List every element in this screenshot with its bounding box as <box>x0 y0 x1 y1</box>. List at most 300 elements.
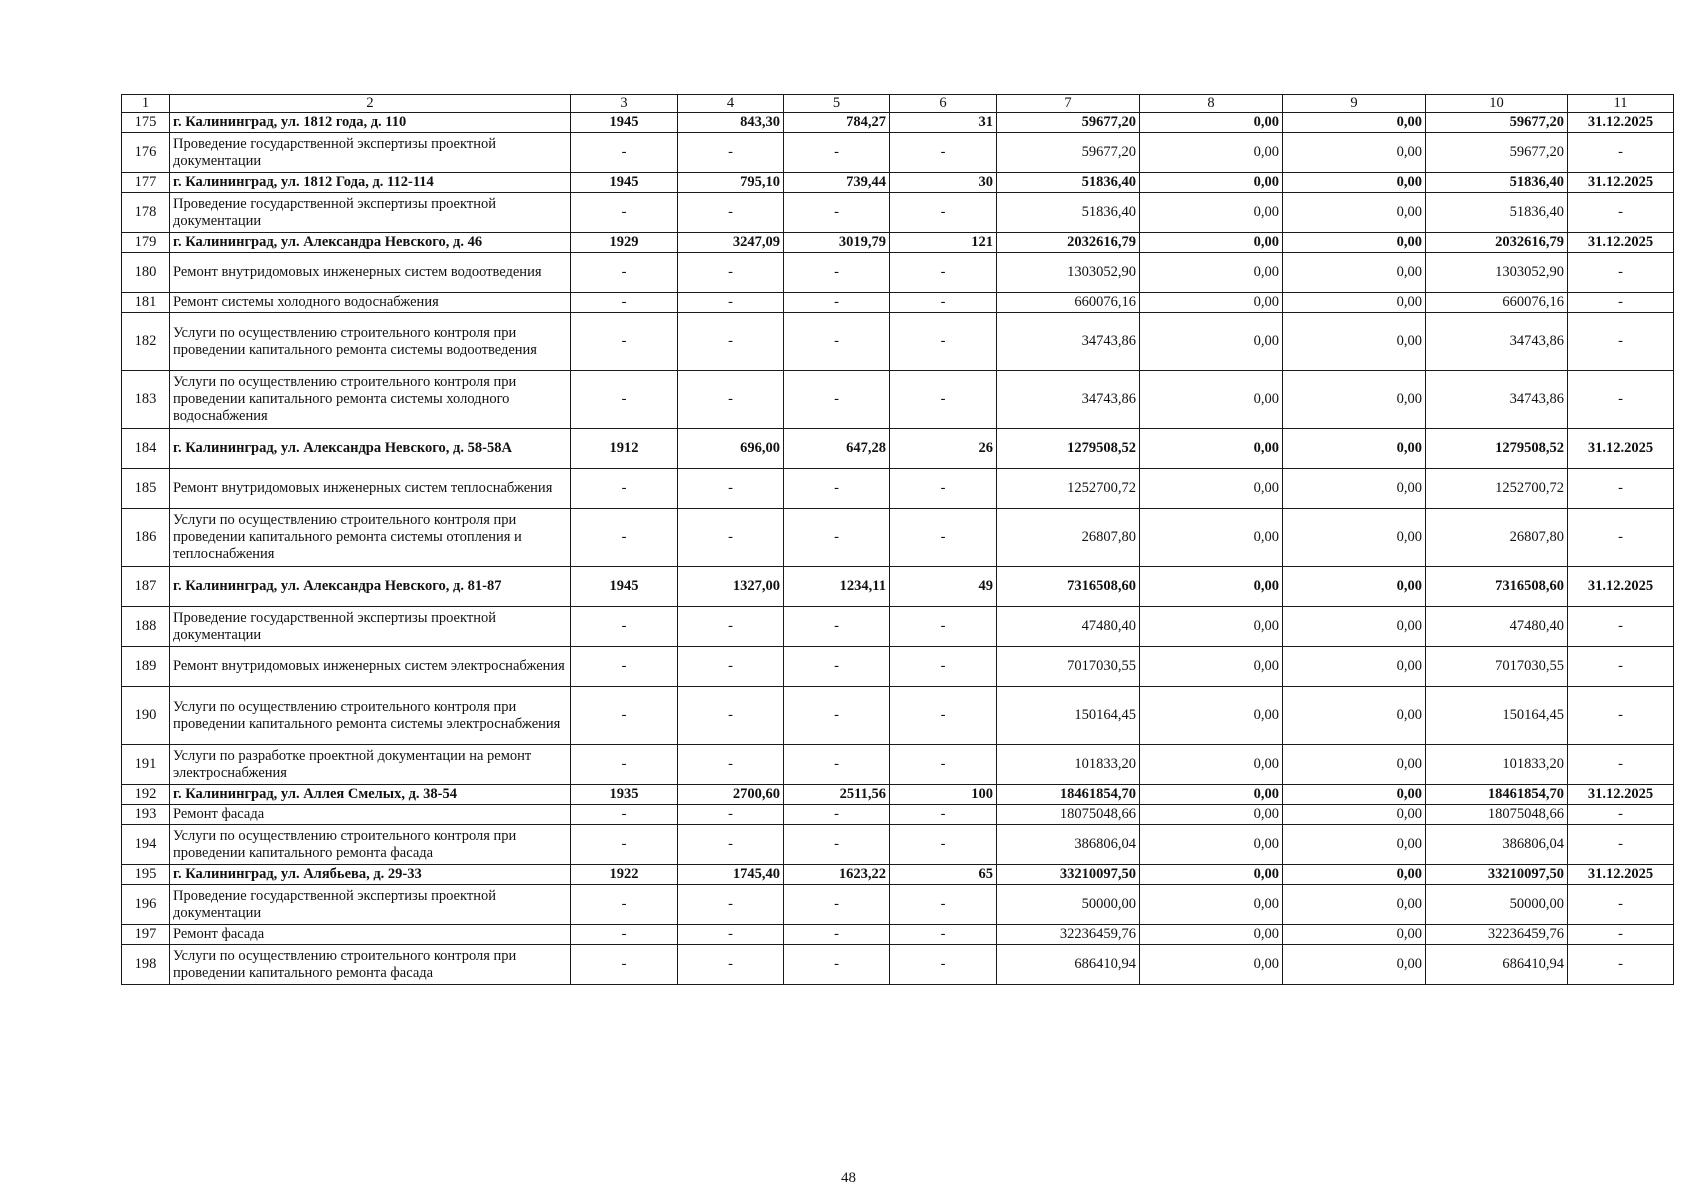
col10-cell: 59677,20 <box>1426 113 1568 133</box>
row-number-cell: 178 <box>122 193 170 233</box>
col11-cell: - <box>1568 885 1674 925</box>
col6-cell: - <box>890 193 997 233</box>
column-number: 2 <box>170 95 571 113</box>
col6-cell: - <box>890 509 997 567</box>
col9-cell: 0,00 <box>1283 567 1426 607</box>
col9-cell: 0,00 <box>1283 687 1426 745</box>
object-name-cell: Ремонт внутридомовых инженерных систем водоотведения <box>170 253 571 293</box>
col5-cell: 739,44 <box>784 173 890 193</box>
work-row <box>122 313 1674 371</box>
column-number: 5 <box>784 95 890 113</box>
col9-cell: 0,00 <box>1283 805 1426 825</box>
work-row <box>122 687 1674 745</box>
col9-cell: 0,00 <box>1283 509 1426 567</box>
col4-cell: - <box>678 687 784 745</box>
col8-cell: 0,00 <box>1140 825 1283 865</box>
col5-cell: - <box>784 293 890 313</box>
col8-cell: 0,00 <box>1140 945 1283 985</box>
col4-cell: 1327,00 <box>678 567 784 607</box>
col7-cell: 34743,86 <box>997 371 1140 429</box>
col11-cell: - <box>1568 193 1674 233</box>
work-row <box>122 825 1674 865</box>
col10-cell: 33210097,50 <box>1426 865 1568 885</box>
col11-cell: - <box>1568 925 1674 945</box>
col11-cell: 31.12.2025 <box>1568 173 1674 193</box>
col7-cell: 51836,40 <box>997 173 1140 193</box>
col6-cell: 31 <box>890 113 997 133</box>
work-row <box>122 509 1674 567</box>
row-number-cell: 189 <box>122 647 170 687</box>
row-number-cell: 191 <box>122 745 170 785</box>
col6-cell: - <box>890 371 997 429</box>
col5-cell: 1623,22 <box>784 865 890 885</box>
work-row <box>122 371 1674 429</box>
col7-cell: 51836,40 <box>997 193 1140 233</box>
col6-cell: - <box>890 133 997 173</box>
col7-cell: 50000,00 <box>997 885 1140 925</box>
row-number-cell: 194 <box>122 825 170 865</box>
object-name-cell: Проведение государственной экспертизы проектной документации <box>170 607 571 647</box>
col4-cell: - <box>678 313 784 371</box>
col5-cell: 2511,56 <box>784 785 890 805</box>
col5-cell: - <box>784 687 890 745</box>
col8-cell: 0,00 <box>1140 293 1283 313</box>
col11-cell: 31.12.2025 <box>1568 865 1674 885</box>
col5-cell: 647,28 <box>784 429 890 469</box>
row-number-cell: 184 <box>122 429 170 469</box>
col10-cell: 50000,00 <box>1426 885 1568 925</box>
object-name-cell: г. Калининград, ул. Александра Невского, д. 81-87 <box>170 567 571 607</box>
row-number-cell: 175 <box>122 113 170 133</box>
col10-cell: 34743,86 <box>1426 313 1568 371</box>
col7-cell: 26807,80 <box>997 509 1140 567</box>
column-number: 8 <box>1140 95 1283 113</box>
col3-cell: 1945 <box>571 567 678 607</box>
col9-cell: 0,00 <box>1283 429 1426 469</box>
col3-cell: 1929 <box>571 233 678 253</box>
col9-cell: 0,00 <box>1283 293 1426 313</box>
col5-cell: - <box>784 253 890 293</box>
object-name-cell: Услуги по разработке проектной документации на ремонт электроснабжения <box>170 745 571 785</box>
col5-cell: - <box>784 313 890 371</box>
col10-cell: 1252700,72 <box>1426 469 1568 509</box>
col4-cell: 843,30 <box>678 113 784 133</box>
col6-cell: 65 <box>890 865 997 885</box>
column-number: 4 <box>678 95 784 113</box>
col3-cell: - <box>571 371 678 429</box>
col4-cell: - <box>678 885 784 925</box>
address-row <box>122 233 1674 253</box>
col11-cell: 31.12.2025 <box>1568 429 1674 469</box>
object-name-cell: Проведение государственной экспертизы проектной документации <box>170 133 571 173</box>
col11-cell: - <box>1568 133 1674 173</box>
object-name-cell: Ремонт фасада <box>170 805 571 825</box>
col7-cell: 150164,45 <box>997 687 1140 745</box>
col8-cell: 0,00 <box>1140 865 1283 885</box>
col10-cell: 47480,40 <box>1426 607 1568 647</box>
col8-cell: 0,00 <box>1140 647 1283 687</box>
col9-cell: 0,00 <box>1283 233 1426 253</box>
col6-cell: - <box>890 293 997 313</box>
object-name-cell: г. Калининград, ул. 1812 года, д. 110 <box>170 113 571 133</box>
col3-cell: - <box>571 745 678 785</box>
work-row <box>122 647 1674 687</box>
col6-cell: - <box>890 925 997 945</box>
col4-cell: - <box>678 825 784 865</box>
col8-cell: 0,00 <box>1140 687 1283 745</box>
col10-cell: 51836,40 <box>1426 173 1568 193</box>
row-number-cell: 188 <box>122 607 170 647</box>
capital-repair-table <box>121 94 1674 985</box>
document-page <box>121 94 1663 985</box>
col3-cell: - <box>571 469 678 509</box>
row-number-cell: 196 <box>122 885 170 925</box>
col3-cell: 1912 <box>571 429 678 469</box>
col5-cell: - <box>784 825 890 865</box>
col5-cell: - <box>784 607 890 647</box>
col11-cell: - <box>1568 371 1674 429</box>
col8-cell: 0,00 <box>1140 371 1283 429</box>
col6-cell: 26 <box>890 429 997 469</box>
col7-cell: 18461854,70 <box>997 785 1140 805</box>
work-row <box>122 745 1674 785</box>
col10-cell: 660076,16 <box>1426 293 1568 313</box>
col4-cell: 2700,60 <box>678 785 784 805</box>
col3-cell: - <box>571 825 678 865</box>
column-number: 9 <box>1283 95 1426 113</box>
address-row <box>122 865 1674 885</box>
object-name-cell: Ремонт системы холодного водоснабжения <box>170 293 571 313</box>
object-name-cell: Ремонт фасада <box>170 925 571 945</box>
col5-cell: 3019,79 <box>784 233 890 253</box>
col7-cell: 18075048,66 <box>997 805 1140 825</box>
work-row <box>122 193 1674 233</box>
row-number-cell: 195 <box>122 865 170 885</box>
col9-cell: 0,00 <box>1283 885 1426 925</box>
work-row <box>122 293 1674 313</box>
work-row <box>122 885 1674 925</box>
column-number: 11 <box>1568 95 1674 113</box>
work-row <box>122 945 1674 985</box>
col11-cell: 31.12.2025 <box>1568 567 1674 607</box>
col11-cell: - <box>1568 745 1674 785</box>
col6-cell: - <box>890 607 997 647</box>
col10-cell: 32236459,76 <box>1426 925 1568 945</box>
col5-cell: - <box>784 371 890 429</box>
col7-cell: 59677,20 <box>997 113 1140 133</box>
object-name-cell: г. Калининград, ул. 1812 Года, д. 112-114 <box>170 173 571 193</box>
col4-cell: - <box>678 647 784 687</box>
col6-cell: 121 <box>890 233 997 253</box>
col5-cell: - <box>784 647 890 687</box>
object-name-cell: г. Калининград, ул. Александра Невского, д. 46 <box>170 233 571 253</box>
col10-cell: 7017030,55 <box>1426 647 1568 687</box>
col6-cell: - <box>890 945 997 985</box>
col9-cell: 0,00 <box>1283 945 1426 985</box>
row-number-cell: 185 <box>122 469 170 509</box>
col7-cell: 1252700,72 <box>997 469 1140 509</box>
col8-cell: 0,00 <box>1140 805 1283 825</box>
row-number-cell: 193 <box>122 805 170 825</box>
address-row <box>122 173 1674 193</box>
col10-cell: 1279508,52 <box>1426 429 1568 469</box>
object-name-cell: Услуги по осуществлению строительного контроля при проведении капитального ремонта фасада <box>170 945 571 985</box>
col10-cell: 34743,86 <box>1426 371 1568 429</box>
col8-cell: 0,00 <box>1140 133 1283 173</box>
col5-cell: - <box>784 193 890 233</box>
col7-cell: 59677,20 <box>997 133 1140 173</box>
col8-cell: 0,00 <box>1140 173 1283 193</box>
col9-cell: 0,00 <box>1283 647 1426 687</box>
col9-cell: 0,00 <box>1283 371 1426 429</box>
col6-cell: - <box>890 469 997 509</box>
col10-cell: 1303052,90 <box>1426 253 1568 293</box>
col9-cell: 0,00 <box>1283 607 1426 647</box>
object-name-cell: Проведение государственной экспертизы проектной документации <box>170 193 571 233</box>
column-number: 10 <box>1426 95 1568 113</box>
col11-cell: 31.12.2025 <box>1568 113 1674 133</box>
col11-cell: - <box>1568 469 1674 509</box>
col4-cell: 1745,40 <box>678 865 784 885</box>
col6-cell: - <box>890 805 997 825</box>
col7-cell: 686410,94 <box>997 945 1140 985</box>
col8-cell: 0,00 <box>1140 509 1283 567</box>
col3-cell: - <box>571 607 678 647</box>
col8-cell: 0,00 <box>1140 429 1283 469</box>
col11-cell: - <box>1568 945 1674 985</box>
col4-cell: - <box>678 193 784 233</box>
col4-cell: 795,10 <box>678 173 784 193</box>
col6-cell: - <box>890 687 997 745</box>
col10-cell: 26807,80 <box>1426 509 1568 567</box>
col3-cell: - <box>571 925 678 945</box>
col7-cell: 47480,40 <box>997 607 1140 647</box>
address-row <box>122 113 1674 133</box>
col9-cell: 0,00 <box>1283 253 1426 293</box>
row-number-cell: 190 <box>122 687 170 745</box>
col4-cell: - <box>678 607 784 647</box>
work-row <box>122 469 1674 509</box>
col4-cell: 3247,09 <box>678 233 784 253</box>
col9-cell: 0,00 <box>1283 113 1426 133</box>
col3-cell: - <box>571 253 678 293</box>
row-number-cell: 180 <box>122 253 170 293</box>
row-number-cell: 187 <box>122 567 170 607</box>
col11-cell: - <box>1568 509 1674 567</box>
col9-cell: 0,00 <box>1283 865 1426 885</box>
table-body <box>122 113 1674 985</box>
col9-cell: 0,00 <box>1283 133 1426 173</box>
col7-cell: 7017030,55 <box>997 647 1140 687</box>
object-name-cell: г. Калининград, ул. Аллея Смелых, д. 38-54 <box>170 785 571 805</box>
col7-cell: 386806,04 <box>997 825 1140 865</box>
col10-cell: 51836,40 <box>1426 193 1568 233</box>
object-name-cell: Услуги по осуществлению строительного контроля при проведении капитального ремонта системы холодного водоснабжения <box>170 371 571 429</box>
col7-cell: 34743,86 <box>997 313 1140 371</box>
col3-cell: - <box>571 885 678 925</box>
col5-cell: - <box>784 133 890 173</box>
col7-cell: 101833,20 <box>997 745 1140 785</box>
col3-cell: - <box>571 647 678 687</box>
col6-cell: - <box>890 825 997 865</box>
col10-cell: 18461854,70 <box>1426 785 1568 805</box>
col9-cell: 0,00 <box>1283 173 1426 193</box>
col11-cell: - <box>1568 825 1674 865</box>
object-name-cell: Ремонт внутридомовых инженерных систем теплоснабжения <box>170 469 571 509</box>
col5-cell: - <box>784 885 890 925</box>
col4-cell: - <box>678 745 784 785</box>
row-number-cell: 176 <box>122 133 170 173</box>
col3-cell: 1945 <box>571 113 678 133</box>
object-name-cell: Услуги по осуществлению строительного контроля при проведении капитального ремонта системы водоотведения <box>170 313 571 371</box>
col6-cell: - <box>890 885 997 925</box>
col7-cell: 32236459,76 <box>997 925 1140 945</box>
col4-cell: - <box>678 253 784 293</box>
col6-cell: 100 <box>890 785 997 805</box>
col4-cell: - <box>678 293 784 313</box>
col7-cell: 1279508,52 <box>997 429 1140 469</box>
address-row <box>122 429 1674 469</box>
col5-cell: - <box>784 469 890 509</box>
col8-cell: 0,00 <box>1140 113 1283 133</box>
col10-cell: 59677,20 <box>1426 133 1568 173</box>
row-number-cell: 183 <box>122 371 170 429</box>
object-name-cell: Услуги по осуществлению строительного контроля при проведении капитального ремонта системы отопления и теплоснабжения <box>170 509 571 567</box>
col8-cell: 0,00 <box>1140 925 1283 945</box>
col11-cell: 31.12.2025 <box>1568 785 1674 805</box>
object-name-cell: г. Калининград, ул. Алябьева, д. 29-33 <box>170 865 571 885</box>
col9-cell: 0,00 <box>1283 825 1426 865</box>
col4-cell: - <box>678 133 784 173</box>
col7-cell: 1303052,90 <box>997 253 1140 293</box>
col8-cell: 0,00 <box>1140 313 1283 371</box>
row-number-cell: 182 <box>122 313 170 371</box>
col4-cell: - <box>678 945 784 985</box>
col8-cell: 0,00 <box>1140 885 1283 925</box>
work-row <box>122 133 1674 173</box>
col8-cell: 0,00 <box>1140 567 1283 607</box>
col4-cell: - <box>678 509 784 567</box>
col10-cell: 2032616,79 <box>1426 233 1568 253</box>
col7-cell: 2032616,79 <box>997 233 1140 253</box>
col8-cell: 0,00 <box>1140 745 1283 785</box>
col3-cell: 1945 <box>571 173 678 193</box>
column-number-row <box>122 95 1674 113</box>
col3-cell: - <box>571 313 678 371</box>
col8-cell: 0,00 <box>1140 785 1283 805</box>
col3-cell: - <box>571 687 678 745</box>
col6-cell: - <box>890 253 997 293</box>
object-name-cell: Проведение государственной экспертизы проектной документации <box>170 885 571 925</box>
col8-cell: 0,00 <box>1140 253 1283 293</box>
col3-cell: - <box>571 509 678 567</box>
col11-cell: - <box>1568 313 1674 371</box>
column-number: 3 <box>571 95 678 113</box>
work-row <box>122 925 1674 945</box>
col9-cell: 0,00 <box>1283 193 1426 233</box>
column-number: 1 <box>122 95 170 113</box>
col5-cell: - <box>784 805 890 825</box>
col3-cell: - <box>571 133 678 173</box>
page-number: 48 <box>841 1170 856 1186</box>
col5-cell: - <box>784 945 890 985</box>
col10-cell: 686410,94 <box>1426 945 1568 985</box>
row-number-cell: 197 <box>122 925 170 945</box>
col11-cell: - <box>1568 253 1674 293</box>
col4-cell: 696,00 <box>678 429 784 469</box>
work-row <box>122 607 1674 647</box>
col3-cell: 1922 <box>571 865 678 885</box>
work-row <box>122 253 1674 293</box>
col6-cell: 30 <box>890 173 997 193</box>
col4-cell: - <box>678 469 784 509</box>
object-name-cell: Услуги по осуществлению строительного контроля при проведении капитального ремонта фасада <box>170 825 571 865</box>
column-number: 7 <box>997 95 1140 113</box>
col11-cell: - <box>1568 607 1674 647</box>
col10-cell: 18075048,66 <box>1426 805 1568 825</box>
col10-cell: 150164,45 <box>1426 687 1568 745</box>
column-number: 6 <box>890 95 997 113</box>
row-number-cell: 177 <box>122 173 170 193</box>
col8-cell: 0,00 <box>1140 469 1283 509</box>
col5-cell: - <box>784 745 890 785</box>
row-number-cell: 198 <box>122 945 170 985</box>
col5-cell: 784,27 <box>784 113 890 133</box>
work-row <box>122 805 1674 825</box>
object-name-cell: Ремонт внутридомовых инженерных систем электроснабжения <box>170 647 571 687</box>
col9-cell: 0,00 <box>1283 469 1426 509</box>
col11-cell: - <box>1568 647 1674 687</box>
col7-cell: 660076,16 <box>997 293 1140 313</box>
col3-cell: - <box>571 293 678 313</box>
col3-cell: - <box>571 945 678 985</box>
row-number-cell: 179 <box>122 233 170 253</box>
row-number-cell: 192 <box>122 785 170 805</box>
col5-cell: - <box>784 925 890 945</box>
col11-cell: 31.12.2025 <box>1568 233 1674 253</box>
col10-cell: 101833,20 <box>1426 745 1568 785</box>
col3-cell: 1935 <box>571 785 678 805</box>
col6-cell: 49 <box>890 567 997 607</box>
col9-cell: 0,00 <box>1283 785 1426 805</box>
col6-cell: - <box>890 647 997 687</box>
col9-cell: 0,00 <box>1283 313 1426 371</box>
object-name-cell: г. Калининград, ул. Александра Невского, д. 58-58А <box>170 429 571 469</box>
col8-cell: 0,00 <box>1140 607 1283 647</box>
col7-cell: 33210097,50 <box>997 865 1140 885</box>
col11-cell: - <box>1568 293 1674 313</box>
col4-cell: - <box>678 805 784 825</box>
col5-cell: 1234,11 <box>784 567 890 607</box>
col10-cell: 7316508,60 <box>1426 567 1568 607</box>
col8-cell: 0,00 <box>1140 233 1283 253</box>
col3-cell: - <box>571 193 678 233</box>
col4-cell: - <box>678 371 784 429</box>
object-name-cell: Услуги по осуществлению строительного контроля при проведении капитального ремонта системы электроснабжения <box>170 687 571 745</box>
col6-cell: - <box>890 313 997 371</box>
col5-cell: - <box>784 509 890 567</box>
col8-cell: 0,00 <box>1140 193 1283 233</box>
col9-cell: 0,00 <box>1283 925 1426 945</box>
address-row <box>122 567 1674 607</box>
row-number-cell: 186 <box>122 509 170 567</box>
address-row <box>122 785 1674 805</box>
row-number-cell: 181 <box>122 293 170 313</box>
col10-cell: 386806,04 <box>1426 825 1568 865</box>
col4-cell: - <box>678 925 784 945</box>
col9-cell: 0,00 <box>1283 745 1426 785</box>
col7-cell: 7316508,60 <box>997 567 1140 607</box>
